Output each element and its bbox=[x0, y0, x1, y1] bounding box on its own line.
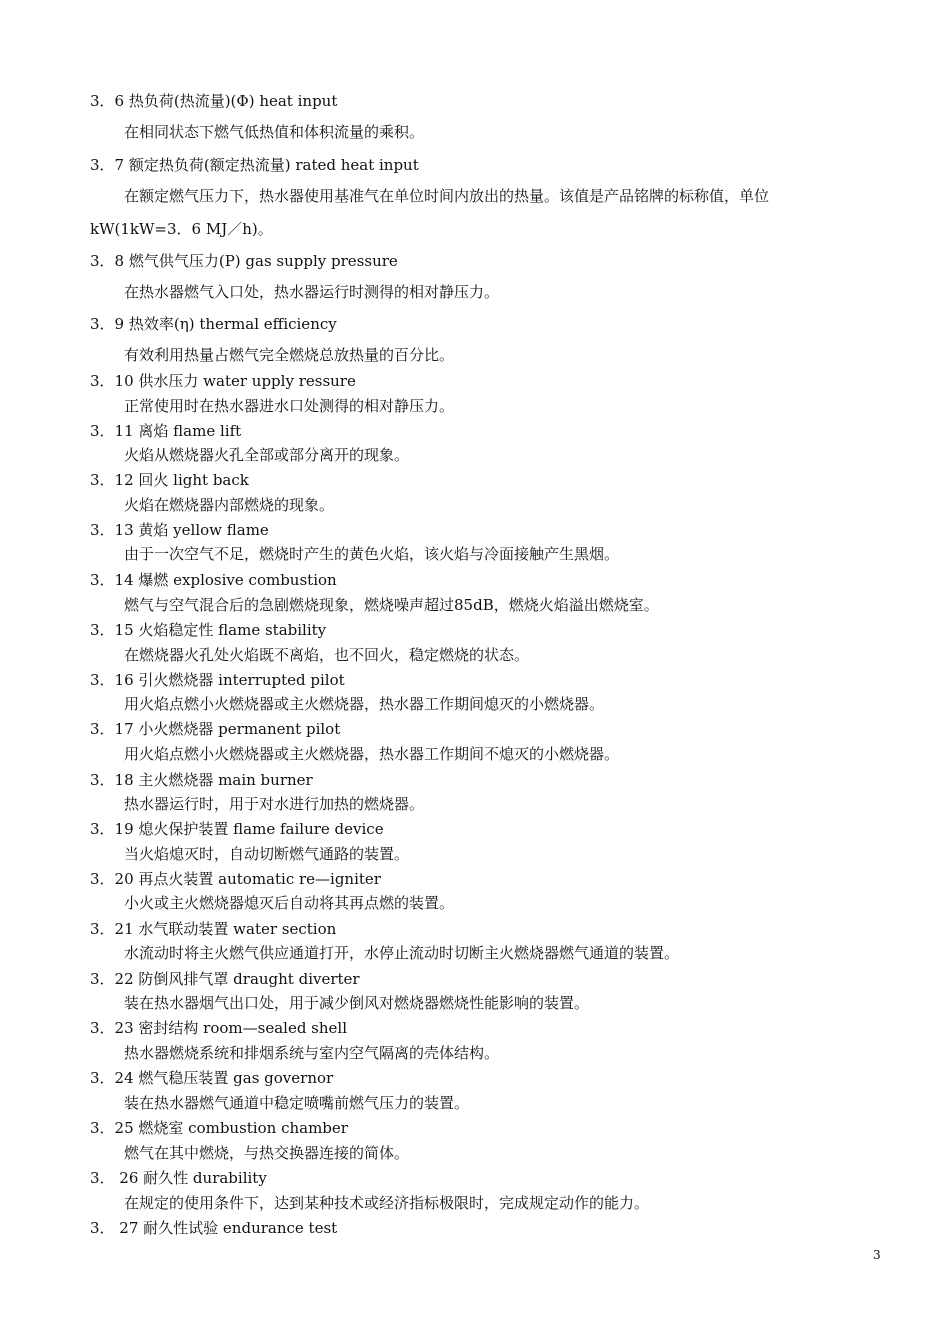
page-number: 3 bbox=[873, 1248, 881, 1262]
definition-3-14: 燃气与空气混合后的急剧燃烧现象，燃烧噪声超过85dB，燃烧火焰溢出燃烧室。 bbox=[124, 596, 659, 614]
term-3-19: 3．19 熄火保护装置 flame failure device bbox=[90, 820, 384, 838]
term-3-12: 3．12 回火 light back bbox=[90, 471, 249, 489]
term-3-26: 3． 26 耐久性 durability bbox=[90, 1169, 267, 1187]
definition-3-10: 正常使用时在热水器进水口处测得的相对静压力。 bbox=[124, 397, 455, 415]
definition-3-24: 装在热水器燃气通道中稳定喷嘴前燃气压力的装置。 bbox=[124, 1094, 470, 1112]
term-3-10: 3．10 供水压力 water upply ressure bbox=[90, 372, 356, 390]
definition-3-9: 有效利用热量占燃气完全燃烧总放热量的百分比。 bbox=[124, 346, 455, 364]
term-3-13: 3．13 黄焰 yellow flame bbox=[90, 521, 269, 539]
term-3-18: 3．18 主火燃烧器 main burner bbox=[90, 771, 313, 789]
term-3-15: 3．15 火焰稳定性 flame stability bbox=[90, 621, 327, 639]
definition-3-18: 热水器运行时，用于对水进行加热的燃烧器。 bbox=[124, 795, 425, 813]
term-3-9: 3．9 热效率(η) thermal efficiency bbox=[90, 315, 337, 333]
definition-3-7-continued: kW(1kW=3．6 MJ／h)。 bbox=[90, 220, 273, 238]
term-3-14: 3．14 爆燃 explosive combustion bbox=[90, 571, 337, 589]
term-3-24: 3．24 燃气稳压装置 gas governor bbox=[90, 1069, 334, 1087]
term-3-22: 3．22 防倒风排气罩 draught diverter bbox=[90, 970, 360, 988]
definition-3-16: 用火焰点燃小火燃烧器或主火燃烧器，热水器工作期间熄灭的小燃烧器。 bbox=[124, 695, 605, 713]
term-3-8: 3．8 燃气供气压力(P) gas supply pressure bbox=[90, 252, 398, 270]
definition-3-22: 装在热水器烟气出口处，用于减少倒风对燃烧器燃烧性能影响的装置。 bbox=[124, 994, 590, 1012]
definition-3-25: 燃气在其中燃烧，与热交换器连接的简体。 bbox=[124, 1144, 410, 1162]
definition-3-15: 在燃烧器火孔处火焰既不离焰，也不回火，稳定燃烧的状态。 bbox=[124, 646, 530, 664]
term-3-11: 3．11 离焰 flame lift bbox=[90, 422, 242, 440]
definition-3-8: 在热水器燃气入口处，热水器运行时测得的相对静压力。 bbox=[124, 283, 500, 301]
definition-3-12: 火焰在燃烧器内部燃烧的现象。 bbox=[124, 496, 335, 514]
term-3-25: 3．25 燃烧室 combustion chamber bbox=[90, 1119, 348, 1137]
definition-3-13: 由于一次空气不足，燃烧时产生的黄色火焰，该火焰与冷面接触产生黑烟。 bbox=[124, 545, 620, 563]
term-3-21: 3．21 水气联动装置 water section bbox=[90, 920, 337, 938]
definition-3-21: 水流动时将主火燃气供应通道打开，水停止流动时切断主火燃烧器燃气通道的装置。 bbox=[124, 944, 680, 962]
term-3-16: 3．16 引火燃烧器 interrupted pilot bbox=[90, 671, 345, 689]
term-3-17: 3．17 小火燃烧器 permanent pilot bbox=[90, 720, 341, 738]
definition-3-17: 用火焰点燃小火燃烧器或主火燃烧器，热水器工作期间不熄灭的小燃烧器。 bbox=[124, 745, 620, 763]
definition-3-20: 小火或主火燃烧器熄灭后自动将其再点燃的装置。 bbox=[124, 894, 455, 912]
definition-3-11: 火焰从燃烧器火孔全部或部分离开的现象。 bbox=[124, 446, 410, 464]
term-3-27: 3． 27 耐久性试验 endurance test bbox=[90, 1219, 338, 1237]
term-3-20: 3．20 再点火装置 automatic re—igniter bbox=[90, 870, 381, 888]
term-3-7: 3．7 额定热负荷(额定热流量) rated heat input bbox=[90, 156, 419, 174]
definition-3-19: 当火焰熄灭时，自动切断燃气通路的装置。 bbox=[124, 845, 410, 863]
term-3-6: 3．6 热负荷(热流量)(Φ) heat input bbox=[90, 92, 338, 110]
term-3-23: 3．23 密封结构 room—sealed shell bbox=[90, 1019, 348, 1037]
definition-3-6: 在相同状态下燃气低热值和体积流量的乘积。 bbox=[124, 123, 425, 141]
definition-3-7: 在额定燃气压力下，热水器使用基准气在单位时间内放出的热量。该值是产品铭牌的标称值，单位 bbox=[124, 187, 770, 205]
definition-3-26: 在规定的使用条件下，达到某种技术或经济指标极限时，完成规定动作的能力。 bbox=[124, 1194, 650, 1212]
definition-3-23: 热水器燃烧系统和排烟系统与室内空气隔离的壳体结构。 bbox=[124, 1044, 500, 1062]
